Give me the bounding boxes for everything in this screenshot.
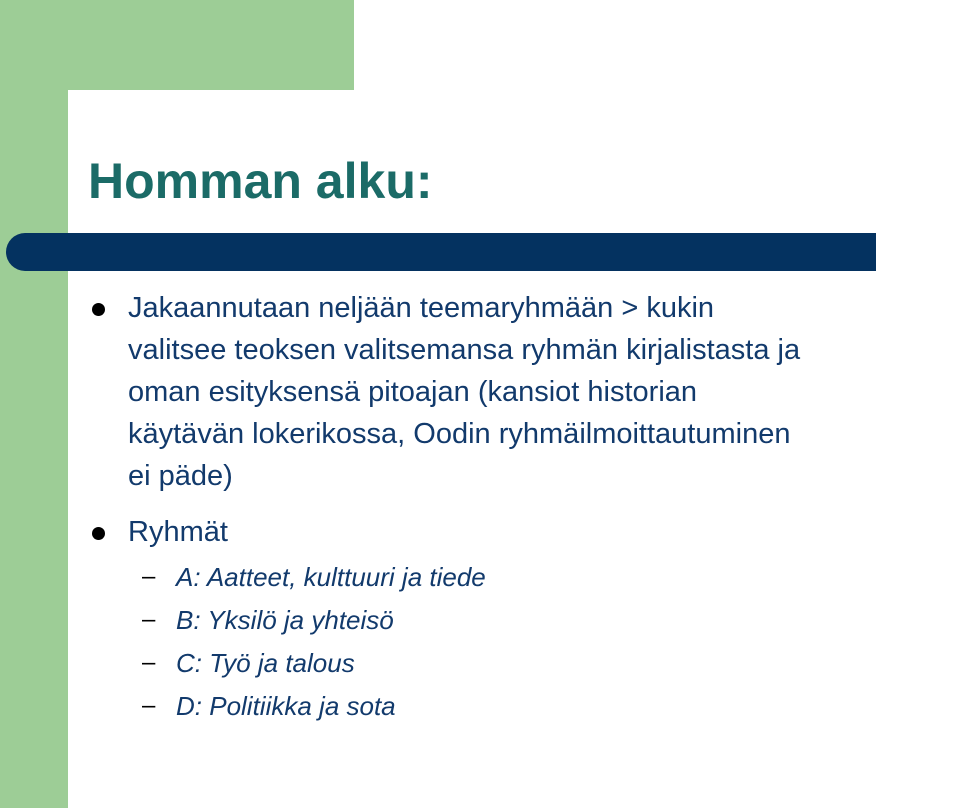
bullet-text: Ryhmät	[128, 516, 228, 548]
green-top-band	[0, 0, 354, 90]
dash-marker: –	[142, 649, 156, 676]
sub-item-text: C: Työ ja talous	[176, 648, 355, 678]
sub-item-text: B: Yksilö ja yhteisö	[176, 605, 394, 635]
bullet-dot	[92, 303, 105, 316]
slide-title: Homman alku:	[88, 153, 433, 209]
dash-marker: –	[142, 692, 156, 719]
sub-list-item	[0, 642, 960, 684]
title-rule	[6, 233, 876, 271]
sub-list-item	[0, 556, 960, 598]
sub-list-item	[0, 685, 960, 727]
bullet-dot	[92, 527, 105, 540]
sub-item-text: D: Politiikka ja sota	[176, 691, 396, 721]
sub-list-item	[0, 599, 960, 641]
bullet-text: Jakaannutaan neljään teemaryhmään > kukin valitsee teoksen valitsemansa ryhmän kirjalistasta ja oman esityksensä pitoajan (kansiot historian käytävän lokerikossa, Oodin ryhmäilmoittautuminen ei päde)	[128, 292, 801, 492]
dash-marker: –	[142, 606, 156, 633]
dash-marker: –	[142, 563, 156, 590]
sub-item-text: A: Aatteet, kulttuuri ja tiede	[176, 562, 486, 592]
